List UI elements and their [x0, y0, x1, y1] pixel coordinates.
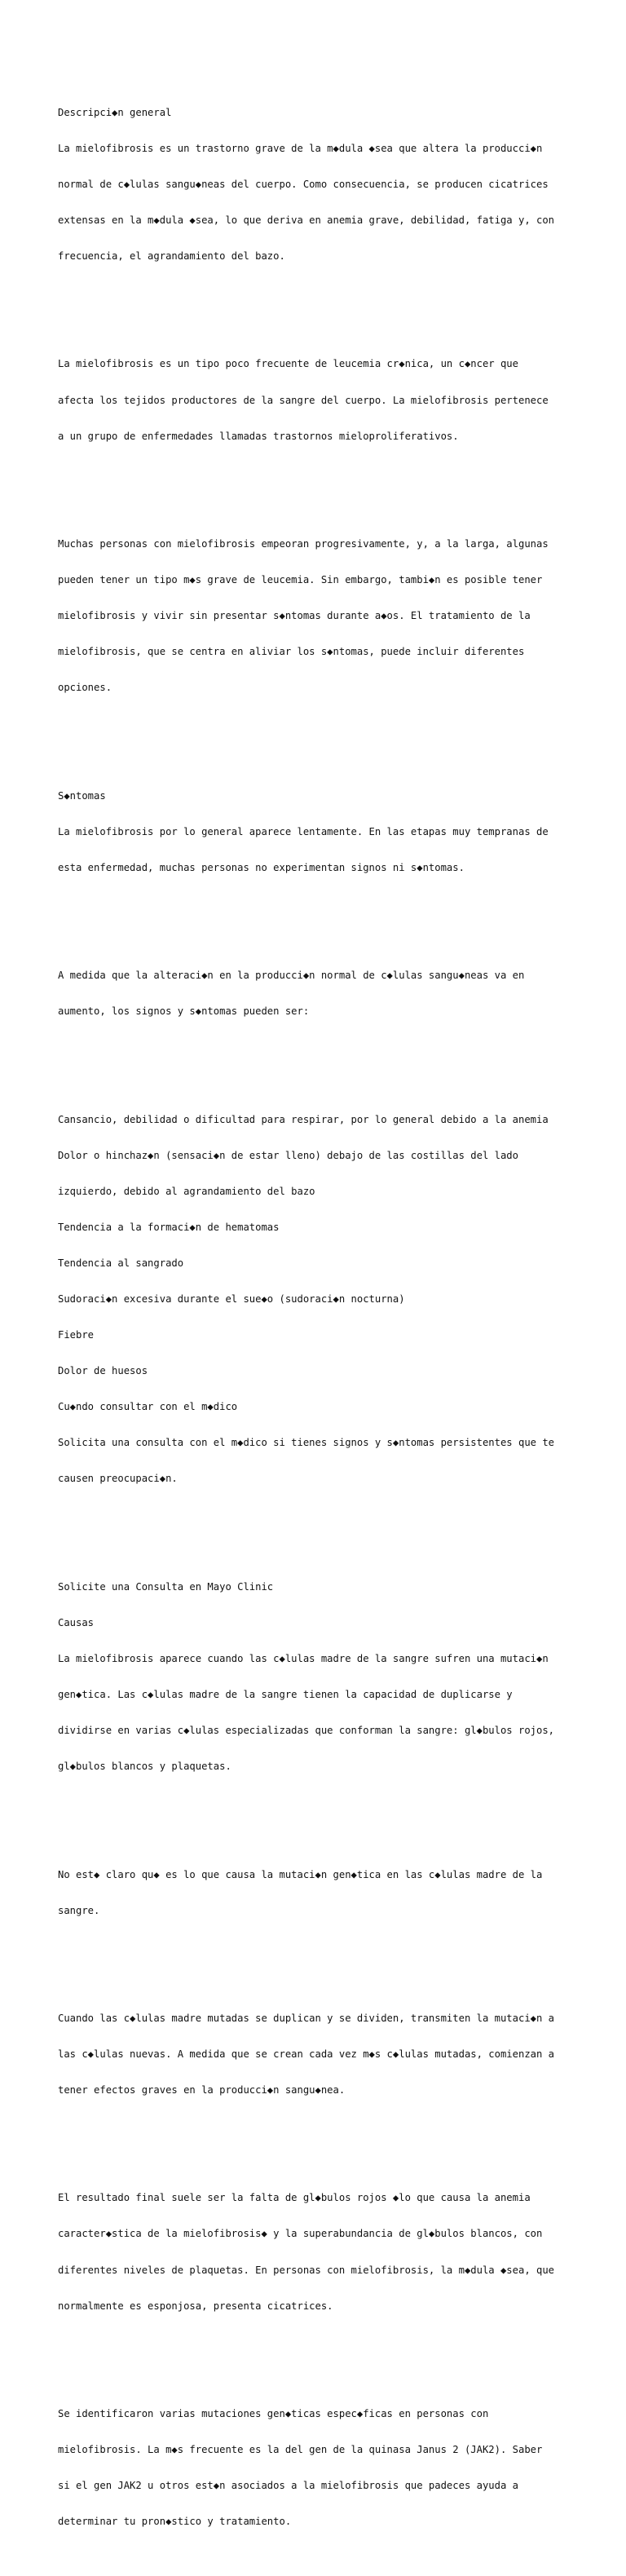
text-line: frecuencia, el agrandamiento del bazo. — [58, 250, 285, 263]
text-line: normal de c◆lulas sangu◆neas del cuerpo. Como consecuencia, se producen cicatrices — [58, 179, 549, 190]
text-line: caracter◆stica de la mielofibrosis◆ y la superabundancia de gl◆bulos blancos, con — [58, 2228, 543, 2240]
section-heading-descripcion: Descripci◆n general — [58, 106, 172, 118]
text-line: si el gen JAK2 u otros est◆n asociados a la mielofibrosis que padeces ayuda a — [58, 2480, 518, 2492]
text-line: gen◆tica. Las c◆lulas madre de la sangre tienen la capacidad de duplicarse y — [58, 1689, 513, 1701]
text-line: mielofibrosis, que se centra en aliviar los s◆ntomas, puede incluir diferentes — [58, 646, 525, 658]
paragraph-leucemia — [58, 334, 620, 466]
text-line: tener efectos graves en la producci◆n sangu◆nea. — [58, 2084, 346, 2097]
section-heading-sintomas: S◆ntomas — [58, 789, 106, 802]
text-line: Muchas personas con mielofibrosis empeoran progresivamente, y, a la larga, algunas — [58, 537, 549, 550]
text-line: La mielofibrosis es un trastorno grave de la m◆dula ◆sea que altera la producci◆n — [58, 142, 543, 154]
symptom-item: Dolor o hinchaz◆n (sensaci◆n de estar lleno) debajo de las costillas del lado — [58, 1149, 518, 1161]
text-line: aumento, los signos y s◆ntomas pueden ser: — [58, 1005, 310, 1018]
text-line: Solicite una Consulta en Mayo Clinic — [58, 1580, 274, 1593]
text-line: diferentes niveles de plaquetas. En personas con mielofibrosis, la m◆dula ◆sea, que — [58, 2264, 555, 2276]
section-heading-cuando-consultar: Cu◆ndo consultar con el m◆dico — [58, 1401, 238, 1413]
text-line: La mielofibrosis por lo general aparece lentamente. En las etapas muy tempranas de — [58, 825, 549, 837]
text-line: Se identificaron varias mutaciones gen◆ticas espec◆ficas en personas con — [58, 2407, 489, 2419]
paragraph-signos-intro — [58, 946, 620, 1042]
text-line: normalmente es esponjosa, presenta cicatrices. — [58, 2300, 333, 2312]
paragraph-symptom-list — [58, 1089, 620, 1509]
text-line: a un grupo de enfermedades llamadas trastornos mieloproliferativos. — [58, 430, 459, 442]
paragraph-mutacion-origen — [58, 1845, 620, 1941]
text-line: causen preocupaci◆n. — [58, 1473, 178, 1485]
symptom-item: Fiebre — [58, 1329, 95, 1341]
text-line: opciones. — [58, 682, 112, 694]
text-line: extensas en la m◆dula ◆sea, lo que deriva en anemia grave, debilidad, fatiga y, con — [58, 214, 555, 227]
paragraph-descripcion-general — [58, 82, 620, 286]
paragraph-progresion — [58, 515, 620, 718]
text-line: sangre. — [58, 1904, 100, 1916]
symptom-item: Tendencia a la formaci◆n de hematomas — [58, 1221, 280, 1233]
text-line: pueden tener un tipo m◆s grave de leucemia. Sin embargo, tambi◆n es posible tener — [58, 574, 543, 586]
paragraph-causas — [58, 1557, 620, 1796]
text-line: La mielofibrosis es un tipo poco frecuente de leucemia cr◆nica, un c◆ncer que — [58, 358, 518, 370]
section-heading-causas: Causas — [58, 1616, 95, 1628]
text-line: Solicita una consulta con el m◆dico si tienes signos y s◆ntomas persistentes que te — [58, 1437, 555, 1449]
document-page — [58, 59, 620, 2576]
text-line: Cuando las c◆lulas madre mutadas se duplican y se dividen, transmiten la mutaci◆n a — [58, 2012, 555, 2024]
text-line: esta enfermedad, muchas personas no experimentan signos ni s◆ntomas. — [58, 861, 465, 873]
paragraph-resultado — [58, 2168, 620, 2336]
text-line: gl◆bulos blancos y plaquetas. — [58, 1761, 231, 1773]
text-line: No est◆ claro qu◆ es lo que causa la mutaci◆n gen◆tica en las c◆lulas madre de la — [58, 1868, 543, 1880]
paragraph-sintomas — [58, 766, 620, 898]
text-line: determinar tu pron◆stico y tratamiento. — [58, 2516, 292, 2528]
symptom-item: Dolor de huesos — [58, 1365, 148, 1377]
text-line: mielofibrosis. La m◆s frecuente es la del gen de la quinasa Janus 2 (JAK2). Saber — [58, 2444, 543, 2456]
text-line: dividirse en varias c◆lulas especializadas que conforman la sangre: gl◆bulos rojos, — [58, 1725, 555, 1737]
symptom-item: Sudoraci◆n excesiva durante el sue◆o (sudoraci◆n nocturna) — [58, 1292, 405, 1305]
paragraph-jak2 — [58, 2384, 620, 2552]
symptom-item: izquierdo, debido al agrandamiento del bazo — [58, 1185, 315, 1197]
text-line: A medida que la alteraci◆n en la producci◆n normal de c◆lulas sangu◆neas va en — [58, 970, 525, 982]
symptom-item: Tendencia al sangrado — [58, 1257, 184, 1269]
text-line: La mielofibrosis aparece cuando las c◆lulas madre de la sangre sufren una mutaci◆n — [58, 1652, 549, 1664]
symptom-item: Cansancio, debilidad o dificultad para respirar, por lo general debido a la anemia — [58, 1113, 549, 1125]
text-line: El resultado final suele ser la falta de gl◆bulos rojos ◆lo que causa la anemia — [58, 2192, 531, 2204]
paragraph-duplicacion — [58, 1989, 620, 2121]
text-line: las c◆lulas nuevas. A medida que se crean cada vez m◆s c◆lulas mutadas, comienzan a — [58, 2048, 555, 2060]
text-line: mielofibrosis y vivir sin presentar s◆ntomas durante a◆os. El tratamiento de la — [58, 610, 531, 622]
text-line: afecta los tejidos productores de la sangre del cuerpo. La mielofibrosis pertenece — [58, 394, 549, 406]
